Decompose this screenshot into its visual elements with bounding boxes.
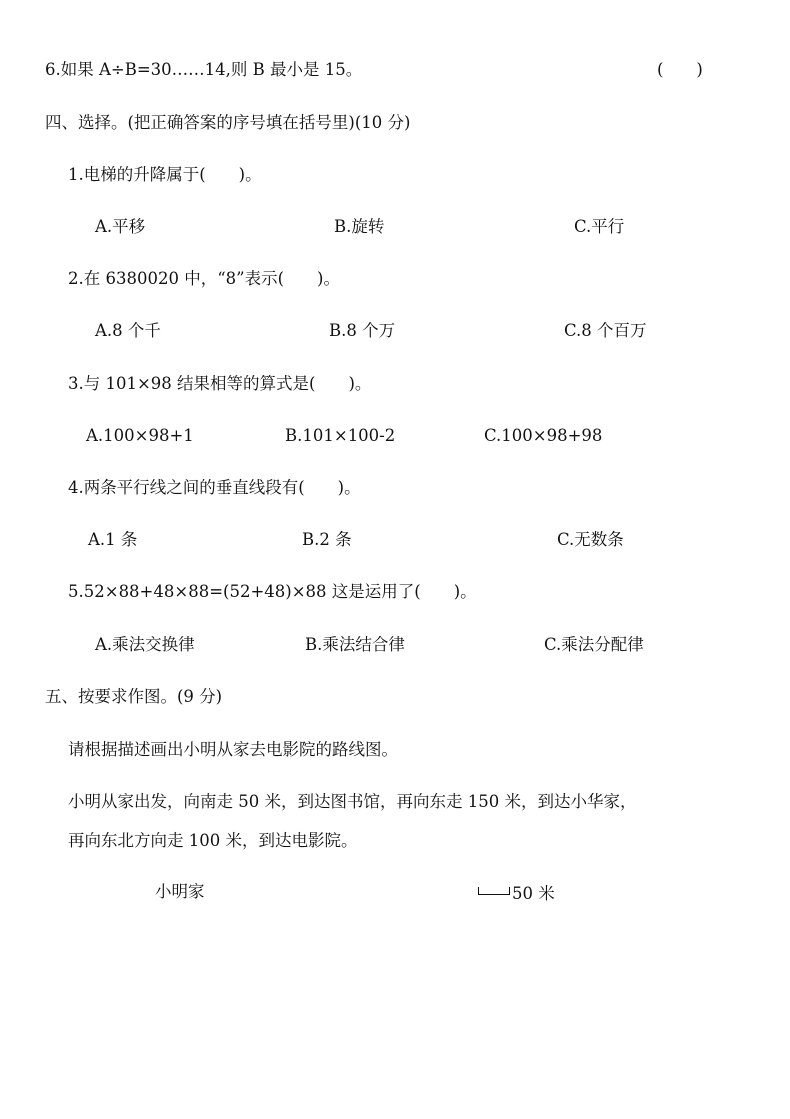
choice-2-option-a: A.8 个千 xyxy=(95,321,161,340)
choice-4-option-a: A.1 条 xyxy=(88,530,138,549)
section-4-title: 四、选择。(把正确答案的序号填在括号里)(10 分) xyxy=(45,113,411,132)
choice-question-3: 3.与 101×98 结果相等的算式是( )。 xyxy=(68,374,372,393)
choice-question-4: 4.两条平行线之间的垂直线段有( )。 xyxy=(68,478,361,497)
answer-bracket-judge-6[interactable]: ( ) xyxy=(657,60,703,79)
home-label: 小明家 xyxy=(155,882,205,901)
scale-bar-icon xyxy=(478,887,510,895)
choice-question-1: 1.电梯的升降属于( )。 xyxy=(68,165,262,184)
choice-2-option-b: B.8 个万 xyxy=(329,321,396,340)
choice-5-option-c: C.乘法分配律 xyxy=(544,635,644,654)
route-description-line-1: 小明从家出发，向南走 50 米，到达图书馆，再向东走 150 米，到达小华家， xyxy=(68,792,637,811)
scale-indicator xyxy=(478,881,555,903)
choice-3-option-b: B.101×100-2 xyxy=(285,426,396,445)
choice-question-2: 2.在 6380020 中，“8”表示( )。 xyxy=(68,269,340,288)
choice-1-option-c: C.平行 xyxy=(574,217,625,236)
choice-1-option-b: B.旋转 xyxy=(334,217,385,236)
choice-3-option-c: C.100×98+98 xyxy=(484,426,603,445)
judge-question-6: 6.如果 A÷B=30……14,则 B 最小是 15。 xyxy=(45,60,363,79)
scale-label: 50 米 xyxy=(512,884,555,903)
choice-question-5: 5.52×88+48×88=(52+48)×88 这是运用了( )。 xyxy=(68,582,477,601)
drawing-instruction: 请根据描述画出小明从家去电影院的路线图。 xyxy=(68,740,398,759)
choice-3-option-a: A.100×98+1 xyxy=(86,426,194,445)
choice-4-option-b: B.2 条 xyxy=(302,530,352,549)
route-description-line-2: 再向东北方向走 100 米，到达电影院。 xyxy=(68,831,358,850)
choice-5-option-a: A.乘法交换律 xyxy=(95,635,195,654)
section-5-title: 五、按要求作图。(9 分) xyxy=(45,687,223,706)
choice-1-option-a: A.平移 xyxy=(95,217,146,236)
choice-5-option-b: B.乘法结合律 xyxy=(305,635,405,654)
choice-2-option-c: C.8 个百万 xyxy=(564,321,647,340)
choice-4-option-c: C.无数条 xyxy=(557,530,624,549)
